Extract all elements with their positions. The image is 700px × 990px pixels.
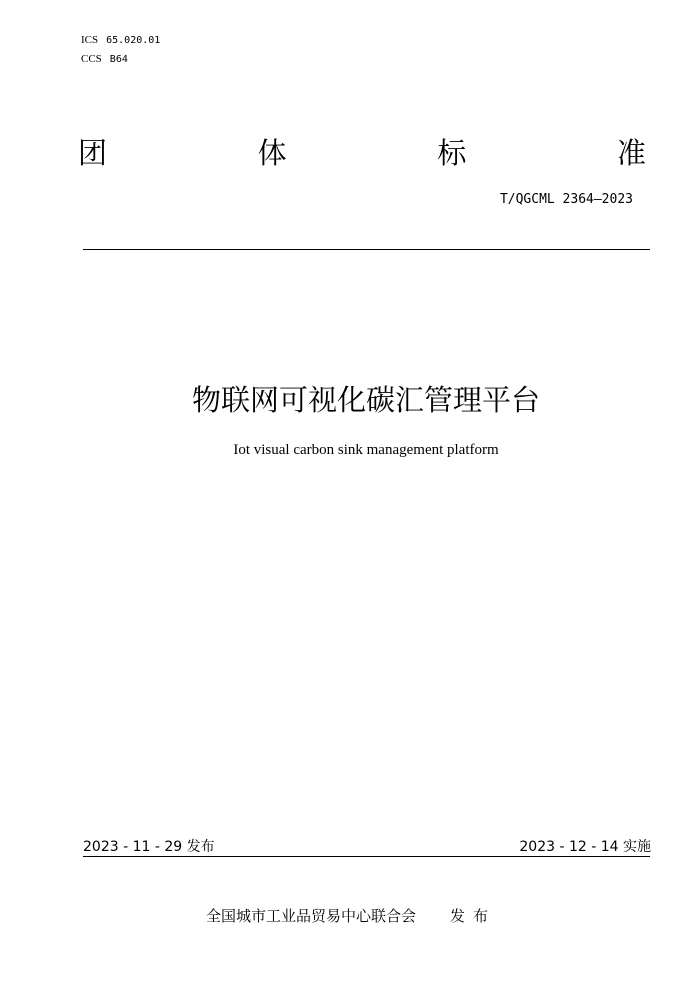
document-title-cn: 物联网可视化碳汇管理平台: [191, 383, 540, 417]
document-title-en: Iot visual carbon sink management platform: [233, 442, 499, 458]
ccs-line: [81, 52, 128, 67]
bottom-divider: [83, 856, 650, 857]
publisher-name: 全国城市工业品贸易中心联合会: [206, 907, 417, 925]
publisher-verb: 发布: [450, 907, 497, 925]
ccs-label: CCS: [81, 53, 102, 65]
top-divider: [83, 249, 650, 250]
standard-type-char: 团: [78, 136, 108, 170]
publisher-line: [206, 905, 496, 926]
ics-code: 65.020.01: [106, 35, 161, 46]
standard-number: T/QGCML 2364—2023: [499, 192, 633, 207]
standard-type-char: 准: [616, 136, 646, 170]
release-date: 2023 - 11 - 29 发布: [83, 839, 215, 855]
ics-label: ICS: [81, 34, 99, 46]
standard-type-char: 标: [437, 136, 467, 170]
implementation-date: 2023 - 12 - 14 实施: [519, 839, 651, 855]
ccs-code: B64: [109, 54, 128, 65]
ics-line: [81, 33, 160, 48]
standard-type-char: 体: [257, 136, 287, 170]
standard-type-heading: [78, 136, 646, 170]
